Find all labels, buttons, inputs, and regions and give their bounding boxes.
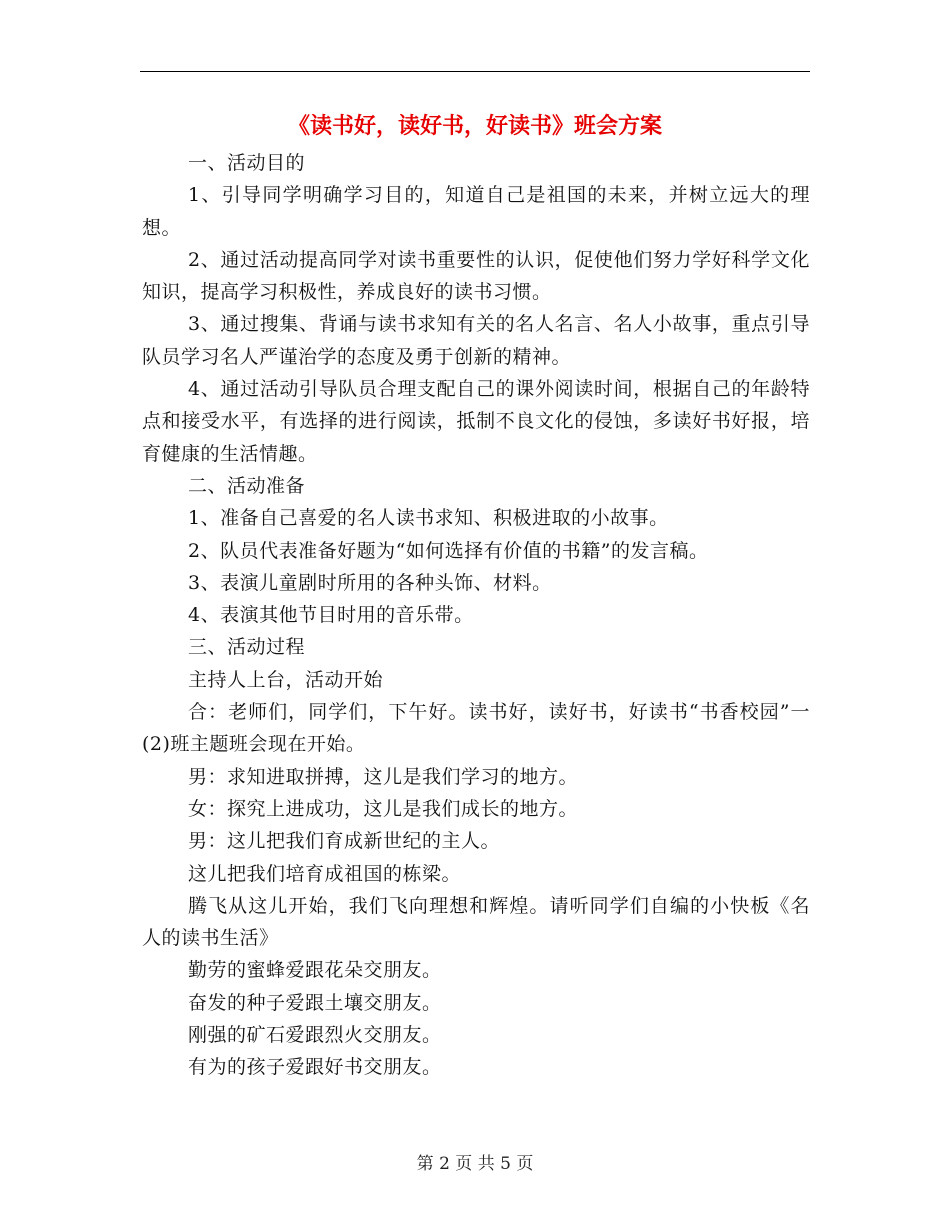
paragraph: 男：这儿把我们育成新世纪的主人。: [188, 830, 501, 853]
paragraph: 主持人上台，活动开始: [188, 668, 384, 691]
paragraph: 1、准备自己喜爱的名人读书求知、积极进取的小故事。: [188, 507, 669, 530]
paragraph: 奋发的种子爱跟土壤交朋友。: [188, 991, 442, 1014]
document-title: 《读书好，读好书，好读书》班会方案: [287, 113, 662, 139]
paragraph: 3、表演儿童剧时所用的各种头饰、材料。: [188, 571, 552, 594]
header-rule: [140, 71, 810, 72]
paragraph: 腾飞从这儿开始，我们飞向理想和辉煌。请听同学们自编的小快板《名人的读书生活》: [142, 894, 810, 950]
paragraph: 2、队员代表准备好题为“如何选择有价值的书籍”的发言稿。: [188, 539, 709, 562]
section-heading-process: 三、活动过程: [188, 636, 306, 659]
paragraph: 男：求知进取拼搏，这儿是我们学习的地方。: [188, 765, 579, 788]
paragraph: 4、通过活动引导队员合理支配自己的课外阅读时间，根据自己的年龄特点和接受水平，有选择的进行阅读，抵制不良文化的侵蚀，多读好书好报，培育健康的生活情趣。: [142, 378, 810, 465]
paragraph: 合：老师们，同学们，下午好。读书好，读好书，好读书“书香校园”一(2)班主题班会现在开始。: [142, 701, 810, 756]
paragraph: 4、表演其他节目时用的音乐带。: [188, 604, 474, 627]
paragraph: 2、通过活动提高同学对读书重要性的认识，促使他们努力学好科学文化知识，提高学习积极性，养成良好的读书习惯。: [142, 248, 810, 304]
page-number-footer: 第 2 页 共 5 页: [416, 1154, 534, 1174]
paragraph: 3、通过搜集、背诵与读书求知有关的名人名言、名人小故事，重点引导队员学习名人严谨治学的态度及勇于创新的精神。: [142, 313, 810, 368]
section-heading-preparation: 二、活动准备: [188, 474, 306, 497]
paragraph: 女：探究上进成功，这儿是我们成长的地方。: [188, 797, 579, 820]
paragraph: 这儿把我们培育成祖国的栋梁。: [188, 862, 462, 885]
document-body: [142, 147, 810, 1084]
paragraph: 1、引导同学明确学习目的，知道自己是祖国的未来，并树立远大的理想。: [142, 184, 810, 239]
paragraph: 刚强的矿石爱跟烈火交朋友。: [188, 1024, 442, 1047]
paragraph: 有为的孩子爱跟好书交朋友。: [188, 1056, 442, 1079]
paragraph: 勤劳的蜜蜂爱跟花朵交朋友。: [188, 959, 442, 982]
section-heading-purpose: 一、活动目的: [188, 152, 306, 174]
